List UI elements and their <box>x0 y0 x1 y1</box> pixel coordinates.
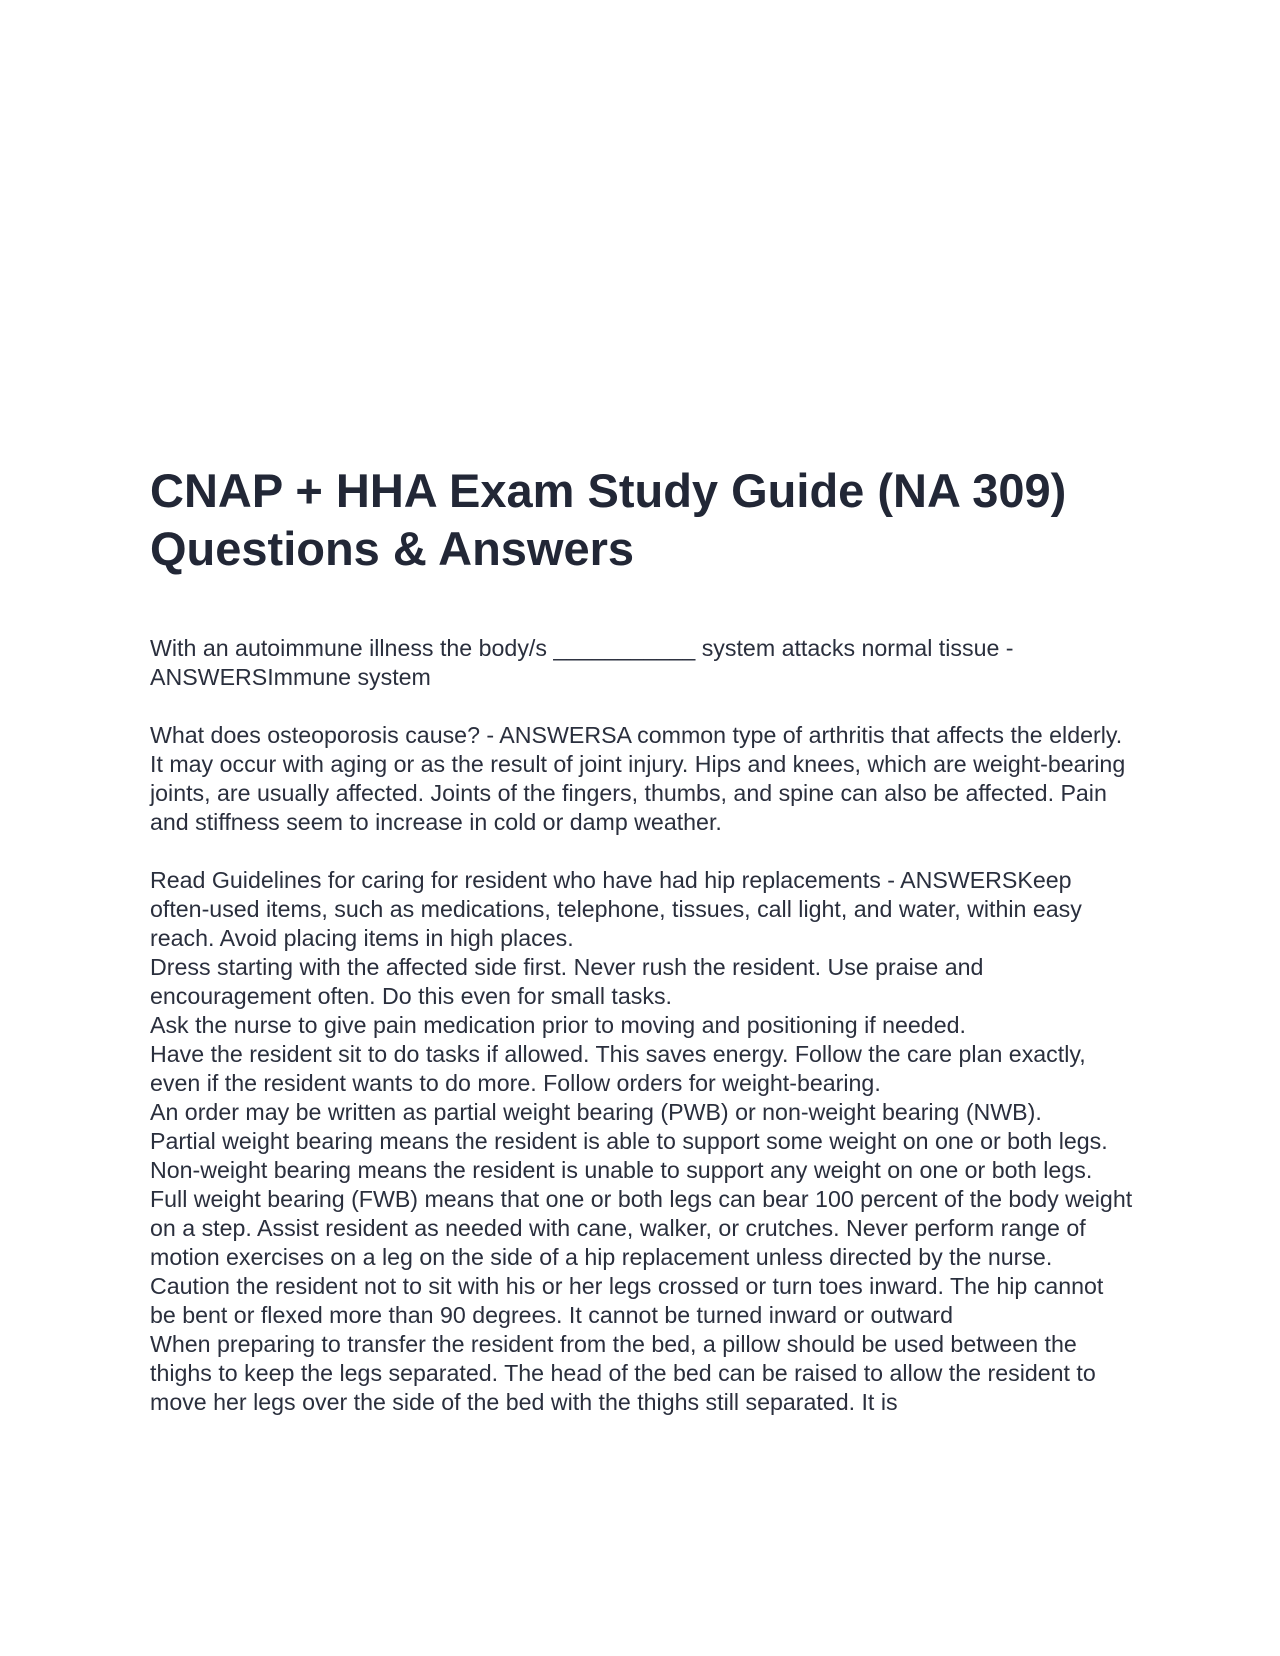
qa-paragraph: An order may be written as partial weight bearing (PWB) or non-weight bearing (NWB). <box>150 1099 1042 1125</box>
qa-paragraph: Dress starting with the affected side first. Never rush the resident. Use praise and encouragement often. Do this even for small tasks. <box>150 954 984 1009</box>
title-line-2: Questions & Answers <box>150 522 635 575</box>
qa-item-hip-replacement <box>150 866 1135 1417</box>
qa-paragraph: What does osteoporosis cause? - ANSWERSA common type of arthritis that affects the elderly. It may occur with aging or as the result of joint injury. Hips and knees, which are weight-bearing joints, are usually affected. Joints of the fingers, thumbs, and spine can also be affected. Pain and stiffness seem to increase in cold or damp weather. <box>150 722 1126 835</box>
qa-paragraph: Partial weight bearing means the resident is able to support some weight on one or both legs. <box>150 1128 1108 1154</box>
paragraph-spacer <box>150 837 1135 866</box>
paragraph-spacer <box>150 692 1135 721</box>
qa-paragraph: Non-weight bearing means the resident is unable to support any weight on one or both legs. <box>150 1157 1093 1183</box>
qa-paragraph: With an autoimmune illness the body/s ___________ system attacks normal tissue - ANSWERSImmune system <box>150 635 1014 690</box>
document-page <box>150 462 1135 1417</box>
qa-paragraph: Ask the nurse to give pain medication prior to moving and positioning if needed. <box>150 1012 966 1038</box>
qa-item-osteoporosis <box>150 721 1135 837</box>
title-line-1: CNAP + HHA Exam Study Guide (NA 309) <box>150 464 1067 517</box>
qa-paragraph: When preparing to transfer the resident from the bed, a pillow should be used between the thighs to keep the legs separated. The head of the bed can be raised to allow the resident to move her legs over the side of the bed with the thighs still separated. It is <box>150 1331 1096 1415</box>
qa-paragraph: Read Guidelines for caring for resident who have had hip replacements - ANSWERSKeep often-used items, such as medications, telephone, tissues, call light, and water, within easy reach. Avoid placing items in high places. <box>150 867 1082 951</box>
document-title <box>150 462 1135 578</box>
qa-paragraph: Full weight bearing (FWB) means that one or both legs can bear 100 percent of the body weight on a step. Assist resident as needed with cane, walker, or crutches. Never perform range of motion exercises on a leg on the side of a hip replacement unless directed by the nurse. Caution the resident not to sit with his or her legs crossed or turn toes inward. The hip cannot be bent or flexed more than 90 degrees. It cannot be turned inward or outward <box>150 1186 1133 1328</box>
qa-paragraph: Have the resident sit to do tasks if allowed. This saves energy. Follow the care plan exactly, even if the resident wants to do more. Follow orders for weight-bearing. <box>150 1041 1086 1096</box>
qa-item-autoimmune <box>150 634 1135 692</box>
